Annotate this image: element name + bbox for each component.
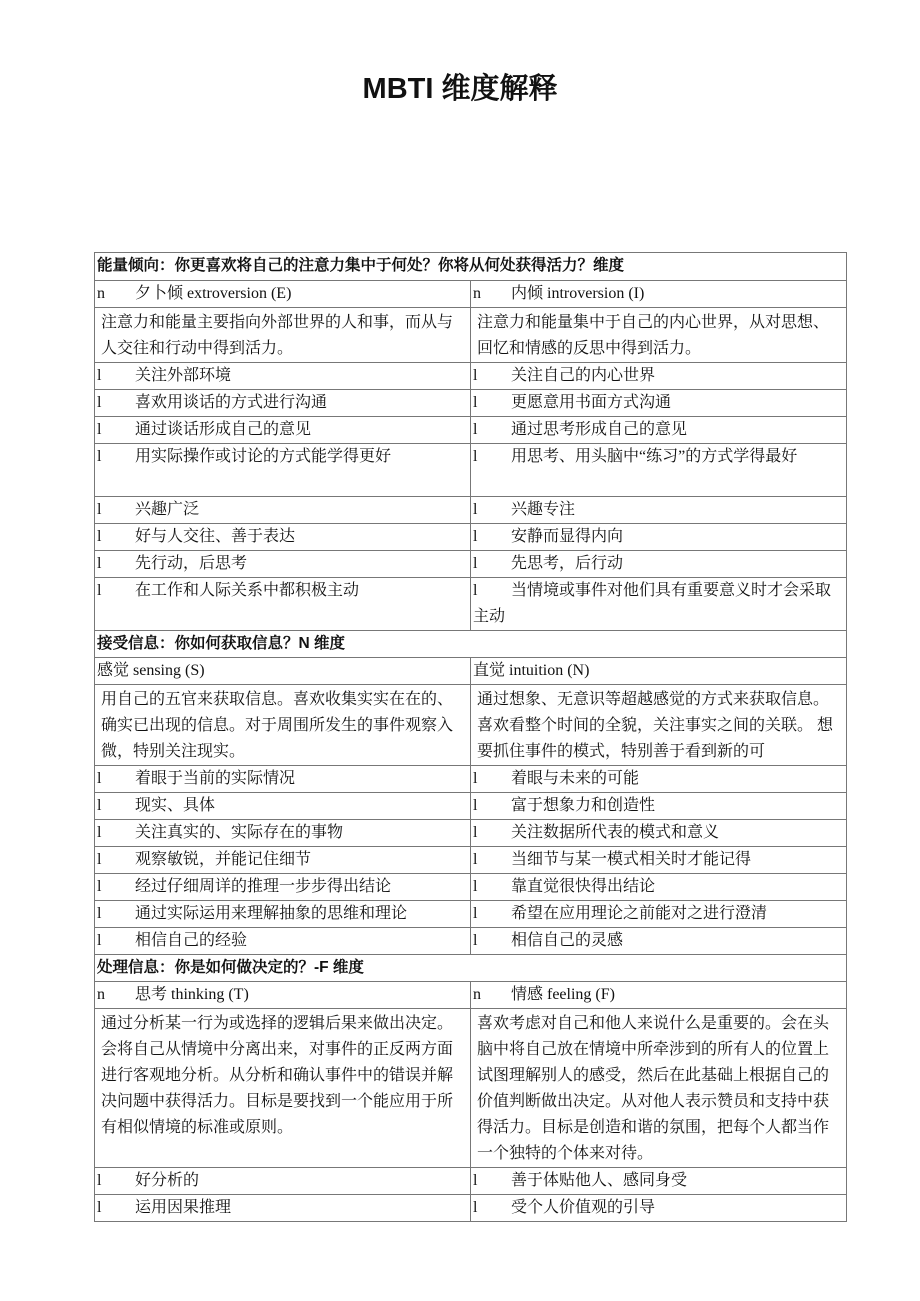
description: 用自己的五官来获取信息。喜欢收集实实在在的、确实已出现的信息。对于周围所发生的事件观察入微，特别关注现实。 bbox=[101, 691, 454, 760]
bullet-marker: l bbox=[97, 582, 102, 599]
bullet-marker: n bbox=[473, 986, 481, 1003]
trait-text: 安静而显得内向 bbox=[511, 528, 624, 545]
table-row bbox=[95, 874, 847, 901]
trait-left bbox=[95, 551, 471, 578]
trait-left bbox=[95, 928, 471, 955]
table-row bbox=[95, 1195, 847, 1222]
table-row bbox=[95, 928, 847, 955]
bullet-marker: l bbox=[97, 367, 102, 384]
trait-right bbox=[471, 1195, 847, 1222]
trait-text: 希望在应用理论之前能对之进行澄清 bbox=[511, 905, 768, 922]
trait-text: 兴趣专注 bbox=[511, 501, 576, 518]
trait-left bbox=[95, 417, 471, 444]
table-row bbox=[95, 390, 847, 417]
bullet-marker: l bbox=[473, 367, 478, 384]
description-left bbox=[95, 1009, 471, 1168]
trait-text: 受个人价值观的引导 bbox=[511, 1199, 656, 1216]
description: 通过想象、无意识等超越感觉的方式来获取信息。 喜欢看整个时间的全貌，关注事实之间的关联。 想要抓住事件的模式，特别善于看到新的可 bbox=[477, 691, 834, 760]
bullet-marker: l bbox=[97, 555, 102, 572]
trait-right bbox=[471, 524, 847, 551]
trait-right bbox=[471, 417, 847, 444]
trait-text: 当细节与某一模式相关时才能记得 bbox=[511, 851, 752, 868]
dimension-left bbox=[95, 658, 471, 685]
dimension-left bbox=[95, 281, 471, 308]
trait-text: 着眼于当前的实际情况 bbox=[135, 770, 296, 787]
bullet-marker: l bbox=[97, 528, 102, 545]
bullet-marker: l bbox=[97, 1199, 102, 1216]
trait-text: 通过思考形成自己的意见 bbox=[511, 421, 688, 438]
trait-right bbox=[471, 363, 847, 390]
trait-left bbox=[95, 793, 471, 820]
bullet-marker: l bbox=[97, 770, 102, 787]
trait-left bbox=[95, 390, 471, 417]
trait-text: 善于体贴他人、感同身受 bbox=[511, 1172, 688, 1189]
dimension-label: 思考 thinking (T) bbox=[135, 986, 249, 1003]
trait-text: 用实际操作或讨论的方式能学得更好 bbox=[135, 448, 392, 465]
bullet-marker: l bbox=[97, 448, 102, 465]
dimension-label: 夕卜倾 extroversion (E) bbox=[135, 285, 292, 302]
trait-left bbox=[95, 1195, 471, 1222]
bullet-marker: l bbox=[97, 394, 102, 411]
trait-left bbox=[95, 901, 471, 928]
bullet-marker: l bbox=[473, 1172, 478, 1189]
table-row bbox=[95, 1168, 847, 1195]
dimension-label: 直觉 intuition (N) bbox=[473, 662, 590, 679]
bullet-marker: n bbox=[473, 285, 481, 302]
bullet-marker: l bbox=[473, 421, 478, 438]
trait-text: 关注数据所代表的模式和意义 bbox=[511, 824, 720, 841]
bullet-marker: l bbox=[473, 1199, 478, 1216]
description-right bbox=[471, 308, 847, 363]
trait-text: 相信自己的经验 bbox=[135, 932, 248, 949]
trait-text: 更愿意用书面方式沟通 bbox=[511, 394, 672, 411]
trait-text: 好与人交往、善于表达 bbox=[135, 528, 296, 545]
bullet-marker: l bbox=[473, 770, 478, 787]
bullet-marker: l bbox=[97, 878, 102, 895]
table-row bbox=[95, 551, 847, 578]
trait-text: 关注外部环境 bbox=[135, 367, 232, 384]
table-row bbox=[95, 766, 847, 793]
bullet-marker: l bbox=[97, 851, 102, 868]
bullet-marker: l bbox=[473, 878, 478, 895]
trait-right bbox=[471, 766, 847, 793]
bullet-marker: l bbox=[97, 905, 102, 922]
dimension-left bbox=[95, 982, 471, 1009]
table-row bbox=[95, 524, 847, 551]
bullet-marker: l bbox=[473, 501, 478, 518]
trait-text: 观察敏锐，并能记住细节 bbox=[135, 851, 312, 868]
description-left bbox=[95, 685, 471, 766]
mbti-table bbox=[94, 252, 847, 1222]
trait-left bbox=[95, 444, 471, 497]
trait-right bbox=[471, 390, 847, 417]
dimension-right bbox=[471, 281, 847, 308]
trait-left bbox=[95, 524, 471, 551]
trait-right bbox=[471, 928, 847, 955]
bullet-marker: l bbox=[97, 501, 102, 518]
trait-text: 靠直觉很快得出结论 bbox=[511, 878, 656, 895]
trait-right bbox=[471, 793, 847, 820]
description-left bbox=[95, 308, 471, 363]
table-row bbox=[95, 444, 847, 497]
trait-text: 运用因果推理 bbox=[135, 1199, 232, 1216]
dimension-right bbox=[471, 982, 847, 1009]
trait-text: 先思考，后行动 bbox=[511, 555, 624, 572]
trait-right bbox=[471, 847, 847, 874]
trait-text: 在工作和人际关系中都积极主动 bbox=[135, 582, 360, 599]
trait-right bbox=[471, 1168, 847, 1195]
trait-text: 用思考、用头脑中“练习”的方式学得最好 bbox=[511, 448, 798, 465]
trait-left bbox=[95, 363, 471, 390]
trait-text: 通过谈话形成自己的意见 bbox=[135, 421, 312, 438]
trait-text: 相信自己的灵感 bbox=[511, 932, 624, 949]
trait-left bbox=[95, 1168, 471, 1195]
bullet-marker: l bbox=[473, 448, 478, 465]
bullet-marker: n bbox=[97, 285, 105, 302]
trait-right bbox=[471, 820, 847, 847]
bullet-marker: l bbox=[97, 824, 102, 841]
dimension-label: 内倾 introversion (I) bbox=[511, 285, 645, 302]
bullet-marker: l bbox=[473, 905, 478, 922]
trait-left bbox=[95, 820, 471, 847]
section-header: 处理信息：你是如何做决定的？-F 维度 bbox=[95, 955, 847, 982]
trait-right bbox=[471, 444, 847, 497]
bullet-marker: l bbox=[473, 555, 478, 572]
trait-left bbox=[95, 847, 471, 874]
dimension-right bbox=[471, 658, 847, 685]
table-row bbox=[95, 363, 847, 390]
trait-left bbox=[95, 578, 471, 631]
trait-left bbox=[95, 874, 471, 901]
bullet-marker: l bbox=[97, 932, 102, 949]
trait-text: 着眼与未来的可能 bbox=[511, 770, 640, 787]
bullet-marker: l bbox=[473, 932, 478, 949]
description-right bbox=[471, 685, 847, 766]
bullet-marker: n bbox=[97, 986, 105, 1003]
bullet-marker: l bbox=[473, 394, 478, 411]
trait-text: 现实、具体 bbox=[135, 797, 216, 814]
bullet-marker: l bbox=[97, 797, 102, 814]
table-row bbox=[95, 497, 847, 524]
description-right bbox=[471, 1009, 847, 1168]
trait-text: 关注真实的、实际存在的事物 bbox=[135, 824, 344, 841]
bullet-marker: l bbox=[473, 824, 478, 841]
page-title: MBTI 维度解释 bbox=[362, 73, 558, 105]
trait-right bbox=[471, 578, 847, 631]
trait-left bbox=[95, 766, 471, 793]
bullet-marker: l bbox=[473, 528, 478, 545]
trait-right bbox=[471, 551, 847, 578]
trait-text: 当情境或事件对他们具有重要意义时才会采取主动 bbox=[473, 582, 832, 625]
trait-right bbox=[471, 901, 847, 928]
trait-right bbox=[471, 874, 847, 901]
trait-text: 富于想象力和创造性 bbox=[511, 797, 656, 814]
trait-right bbox=[471, 497, 847, 524]
trait-left bbox=[95, 497, 471, 524]
trait-text: 关注自己的内心世界 bbox=[511, 367, 656, 384]
bullet-marker: l bbox=[473, 582, 478, 599]
table-row bbox=[95, 820, 847, 847]
section-header: 接受信息：你如何获取信息？N 维度 bbox=[95, 631, 847, 658]
table-row bbox=[95, 793, 847, 820]
table-row bbox=[95, 417, 847, 444]
trait-text: 兴趣广泛 bbox=[135, 501, 200, 518]
trait-text: 好分析的 bbox=[135, 1172, 200, 1189]
dimension-label: 情感 feeling (F) bbox=[511, 986, 615, 1003]
table-row bbox=[95, 578, 847, 631]
trait-text: 喜欢用谈话的方式进行沟通 bbox=[135, 394, 328, 411]
trait-text: 通过实际运用来理解抽象的思维和理论 bbox=[135, 905, 408, 922]
section-header: 能量倾向：你更喜欢将自己的注意力集中于何处？你将从何处获得活力？维度 bbox=[95, 253, 847, 281]
description: 注意力和能量集中于自己的内心世界，从对思想、 回忆和情感的反思中得到活力。 bbox=[477, 314, 830, 357]
dimension-label: 感觉 sensing (S) bbox=[97, 662, 205, 679]
bullet-marker: l bbox=[97, 1172, 102, 1189]
bullet-marker: l bbox=[97, 421, 102, 438]
bullet-marker: l bbox=[473, 797, 478, 814]
bullet-marker: l bbox=[473, 851, 478, 868]
trait-text: 经过仔细周详的推理一步步得出结论 bbox=[135, 878, 392, 895]
table-row bbox=[95, 847, 847, 874]
description: 注意力和能量主要指向外部世界的人和事，而从与人交往和行动中得到活力。 bbox=[101, 314, 454, 357]
description: 通过分析某一行为或选择的逻辑后果来做出决定。会将自己从情境中分离出来，对事件的正反两方面进行客观地分析。从分析和确认事件中的错误并解决问题中获得活力。目标是要找到一个能应用于所有相似情境的标准或原则。 bbox=[101, 1015, 454, 1136]
table-row bbox=[95, 901, 847, 928]
description: 喜欢考虑对自己和他人来说什么是重要的。会在头脑中将自己放在情境中所牵涉到的所有人的位置上试图理解别人的感受，然后在此基础上根据自己的价值判断做出决定。从对他人表示赞员和支持中获得活力。目标是创造和谐的氛围，把每个人都当作一个独特的个体来对待。 bbox=[477, 1015, 830, 1162]
trait-text: 先行动，后思考 bbox=[135, 555, 248, 572]
